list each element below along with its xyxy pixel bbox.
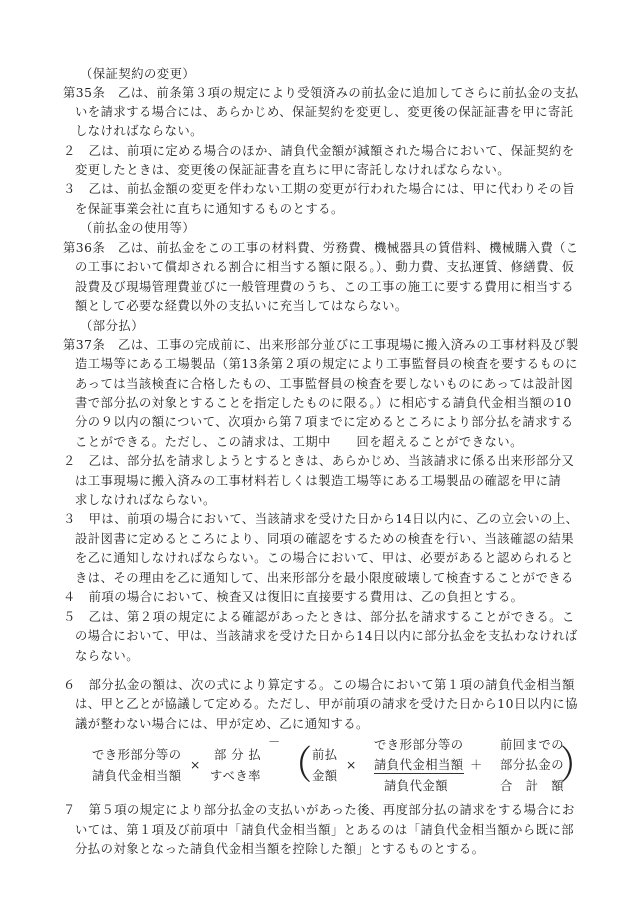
article-37-para-2-line-3: 求しなければならない。 <box>75 493 216 507</box>
article-37-para-6-line-3: 議が整わない場合には、甲が定め、乙に通知する。 <box>75 717 369 731</box>
article-37-para-6-line-2: は、甲と乙とが協議して定める。ただし、甲が前項の請求を受けた日から10日以内に協 <box>75 697 578 711</box>
article-37-line-6: ことができる。ただし、この請求は、工期中 回を超えることができない。 <box>75 435 523 449</box>
article-36-line-1: 第36条 乙は、前払金をこの工事の材料費、労務費、機械器具の賃借料、機械購入費（こ <box>63 241 579 255</box>
article-37-para-3-line-3: を乙に通知しなければならない。この場合において、甲は、必要があると認められると <box>75 551 574 565</box>
article-37-line-3: あっては当該検査に合格したもの、工事監督員の検査を要しないものにあっては設計図 <box>75 377 574 391</box>
article-37-para-5-line-1: ５ 乙は、第２項の規定による確認があったときは、部分払を請求することができる。こ <box>63 610 575 624</box>
formula-times-2: × <box>346 758 357 772</box>
article-37-para-2-line-1: ２ 乙は、部分払を請求しようとするときは、あらかじめ、当該請求に係る出来形部分又 <box>63 454 575 468</box>
article-37-line-5: 分の９以内の額について、次項から第７項までに定めるところにより部分払を請求する <box>75 415 574 429</box>
article-35-line-1: 第35条 乙は、前条第３項の規定により受領済みの前払金に追加してさらに前払金の支払 <box>63 86 579 100</box>
article-37-para-3-line-1: ３ 甲は、前項の場合において、当該請求を受けた日から14日以内に、乙の立会いの上、 <box>63 512 579 526</box>
article-37-para-6-line-1: ６ 部分払金の額は、次の式により算定する。この場合において第１項の請負代金相当額 <box>63 678 575 692</box>
formula-minus: － <box>268 735 281 749</box>
heading-advance-use: （前払金の使用等） <box>80 221 196 235</box>
formula-term4-bottom: 合 計 額 <box>500 779 564 793</box>
article-37-para-5-line-2: の場合において、甲は、当該請求を受けた日から14日以内に部分払金を支払わなければ <box>75 629 578 643</box>
article-37-para-7-line-3: 分払の対象となった請負代金相当額を控除した額」とするものとする。 <box>75 842 485 856</box>
article-35-para-3-line-2: を保証事業会社に直ちに通知するものとする。 <box>75 202 344 216</box>
formula-times-1: × <box>190 758 201 772</box>
formula-term2-bottom: すべき率 <box>210 769 261 783</box>
formula-ratio-numerator-wrap <box>374 757 464 773</box>
formula-term3-bottom: 金額 <box>312 769 338 783</box>
article-37-line-2: 造工場等にある工場製品（第13条第２項の規定により工事監督員の検査を要するものに <box>75 357 578 371</box>
article-35-line-2: いを請求する場合には、あらかじめ、保証契約を変更し、変更後の保証証書を甲に寄託 <box>75 105 574 119</box>
formula-plus: ＋ <box>470 758 483 772</box>
article-36-line-4: 額として必要な経費以外の支払いに充当してはならない。 <box>75 299 408 313</box>
article-35-para-2-line-1: ２ 乙は、前項に定める場合のほか、請負代金額が減額された場合において、保証契約を <box>63 144 575 158</box>
formula-term4-top: 前回までの <box>500 738 564 752</box>
formula-open-paren: （ <box>278 743 313 789</box>
article-37-para-4: ４ 前項の場合において、検査又は復旧に直接要する費用は、乙の負担とする。 <box>63 590 524 604</box>
article-36-line-2: の工事において償却される割合に相当する額に限る。）、動力費、支払運賃、修繕費、仮 <box>75 260 575 274</box>
article-37-line-4: 書で部分払の対象とすることを指定したものに限る。）に相応する請負代金相当額の10 <box>75 396 572 410</box>
formula-term4-mid: 部分払金の <box>500 758 564 772</box>
article-35-para-3-line-1: ３ 乙は、前払金額の変更を伴わない工期の変更が行われた場合には、甲に代わりその旨 <box>63 182 575 196</box>
article-37-para-3-line-2: 設計図書に定めるところにより、同項の確認をするための検査を行い、当該確認の結果 <box>75 532 575 546</box>
formula-term3-top: 前払 <box>312 748 338 762</box>
heading-guarantee-change: （保証契約の変更） <box>80 67 196 81</box>
article-37-para-7-line-2: いては、第１項及び前項中「請負代金相当額」とあるのは「請負代金相当額から既に部 <box>75 823 575 837</box>
formula-ratio-denominator: 請負代金額 <box>384 779 448 793</box>
formula-ratio-numerator: 請負代金相当額 <box>374 758 464 772</box>
formula-term1-bottom: 請負代金相当額 <box>92 769 182 783</box>
article-37-para-2-line-2: は工事現場に搬入済みの工事材料若しくは製造工場等にある工場製品の確認を甲に請 <box>75 474 562 488</box>
article-37-para-5-line-3: ならない。 <box>75 649 139 663</box>
article-35-para-2-line-2: 変更したときは、変更後の保証証書を直ちに甲に寄託しなければならない。 <box>75 163 511 177</box>
formula-term1-top: でき形部分等の <box>92 748 182 762</box>
formula-close-paren: ） <box>560 743 595 789</box>
formula-term2-top: 部 分 払 <box>214 748 262 762</box>
article-37-para-3-line-4: きは、その理由を乙に通知して、出来形部分を最小限度破壊して検査することができる <box>75 571 574 585</box>
article-35-line-3: しなければならない。 <box>75 124 203 138</box>
article-36-line-3: 設費及び現場管理費並びに一般管理費のうち、この工事の施工に要する費用に相当する <box>75 280 575 294</box>
article-37-line-1: 第37条 乙は、工事の完成前に、出来形部分並びに工事現場に搬入済みの工事材料及び製 <box>63 338 579 352</box>
heading-partial-payment: （部分払） <box>80 319 144 333</box>
formula-ratio-top: でき形部分等の <box>374 738 464 752</box>
article-37-para-7-line-1: ７ 第５項の規定により部分払金の支払いがあった後、再度部分払の請求をする場合にお <box>63 803 575 817</box>
